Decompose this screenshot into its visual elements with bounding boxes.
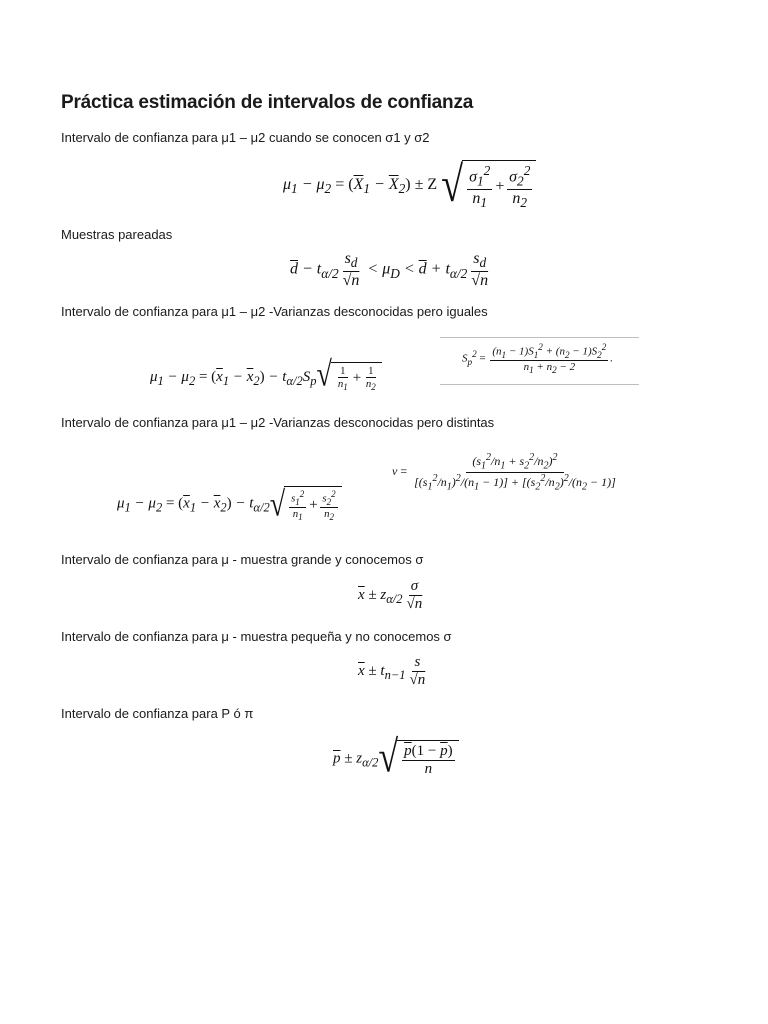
formula-large-sample: $\overline{x} \pm z_{\alpha/2}$ $\frac{\sigma}{√n}$ bbox=[358, 578, 423, 613]
formula-unequal-variances: $\mu_1 - \mu_2 = (\overline{x}_1 - \overline{x}_2) - t_{\alpha/2}$ √ $\frac{s_1^2}{n_1}$ + $\frac{s_2^2}{n_2}$ bbox=[117, 486, 342, 523]
formula-pooled-variance: $S_p^2$ = $\frac{(n_1 - 1)S_1^2 + (n_2 - 1)S_2^2}{n_1 + n_2 - 2}$ . bbox=[462, 342, 614, 376]
section-caption-known-variances: Intervalo de confianza para μ1 – μ2 cuando se conocen σ1 y σ2 bbox=[61, 130, 430, 145]
section-caption-proportion: Intervalo de confianza para P ó π bbox=[61, 706, 254, 721]
section-caption-paired-samples: Muestras pareadas bbox=[61, 227, 173, 242]
formula-paired-samples: $\overline{d} - t_{\alpha/2}$ $\frac{s_d}{√n}$ < $\mu_D < \overline{d} + t_{\alpha/2}$ $\frac{s_d}{√n}$ bbox=[290, 250, 489, 289]
formula-known-variances: $\mu_1 - \mu_2 = (\overline{X}_1 - \overline{X}_2) \pm Z$ √ $\frac{\sigma_1^2}{n_1}$ + $\frac{\sigma_2^2}{n_2}$ bbox=[283, 160, 536, 210]
formula-equal-variances: $\mu_1 - \mu_2 = (\overline{x}_1 - \overline{x}_2) - t_{\alpha/2}S_p$ √ $\frac{1}{n_1}$ + $\frac{1}{n_2}$ bbox=[150, 362, 382, 393]
section-caption-large-sample: Intervalo de confianza para μ - muestra grande y conocemos σ bbox=[61, 552, 424, 567]
section-caption-equal-variances: Intervalo de confianza para μ1 – μ2 -Varianzas desconocidas pero iguales bbox=[61, 304, 488, 319]
formula-degrees-of-freedom: v = $\frac{(s_1^2/n_1 + s_2^2/n_2)^2}{[(s_1^2/n_1)^2/(n_1 - 1)] + [(s_2^2/n_2)^2/(n_2 - 1)]}$ bbox=[392, 452, 616, 493]
divider bbox=[440, 337, 639, 338]
divider bbox=[440, 384, 639, 385]
formula-proportion: $\overline{p} \pm z_{\alpha/2}$ √ $\frac{p(1 - \overline{p})}{n}$ bbox=[333, 740, 459, 779]
section-caption-small-sample: Intervalo de confianza para μ - muestra pequeña y no conocemos σ bbox=[61, 629, 452, 644]
section-caption-unequal-variances: Intervalo de confianza para μ1 – μ2 -Varianzas desconocidas pero distintas bbox=[61, 415, 495, 430]
page-title: Práctica estimación de intervalos de confianza bbox=[61, 92, 474, 113]
formula-small-sample: $\overline{x} \pm t_{n-1}$ $\frac{s}{√n}$ bbox=[358, 654, 426, 689]
